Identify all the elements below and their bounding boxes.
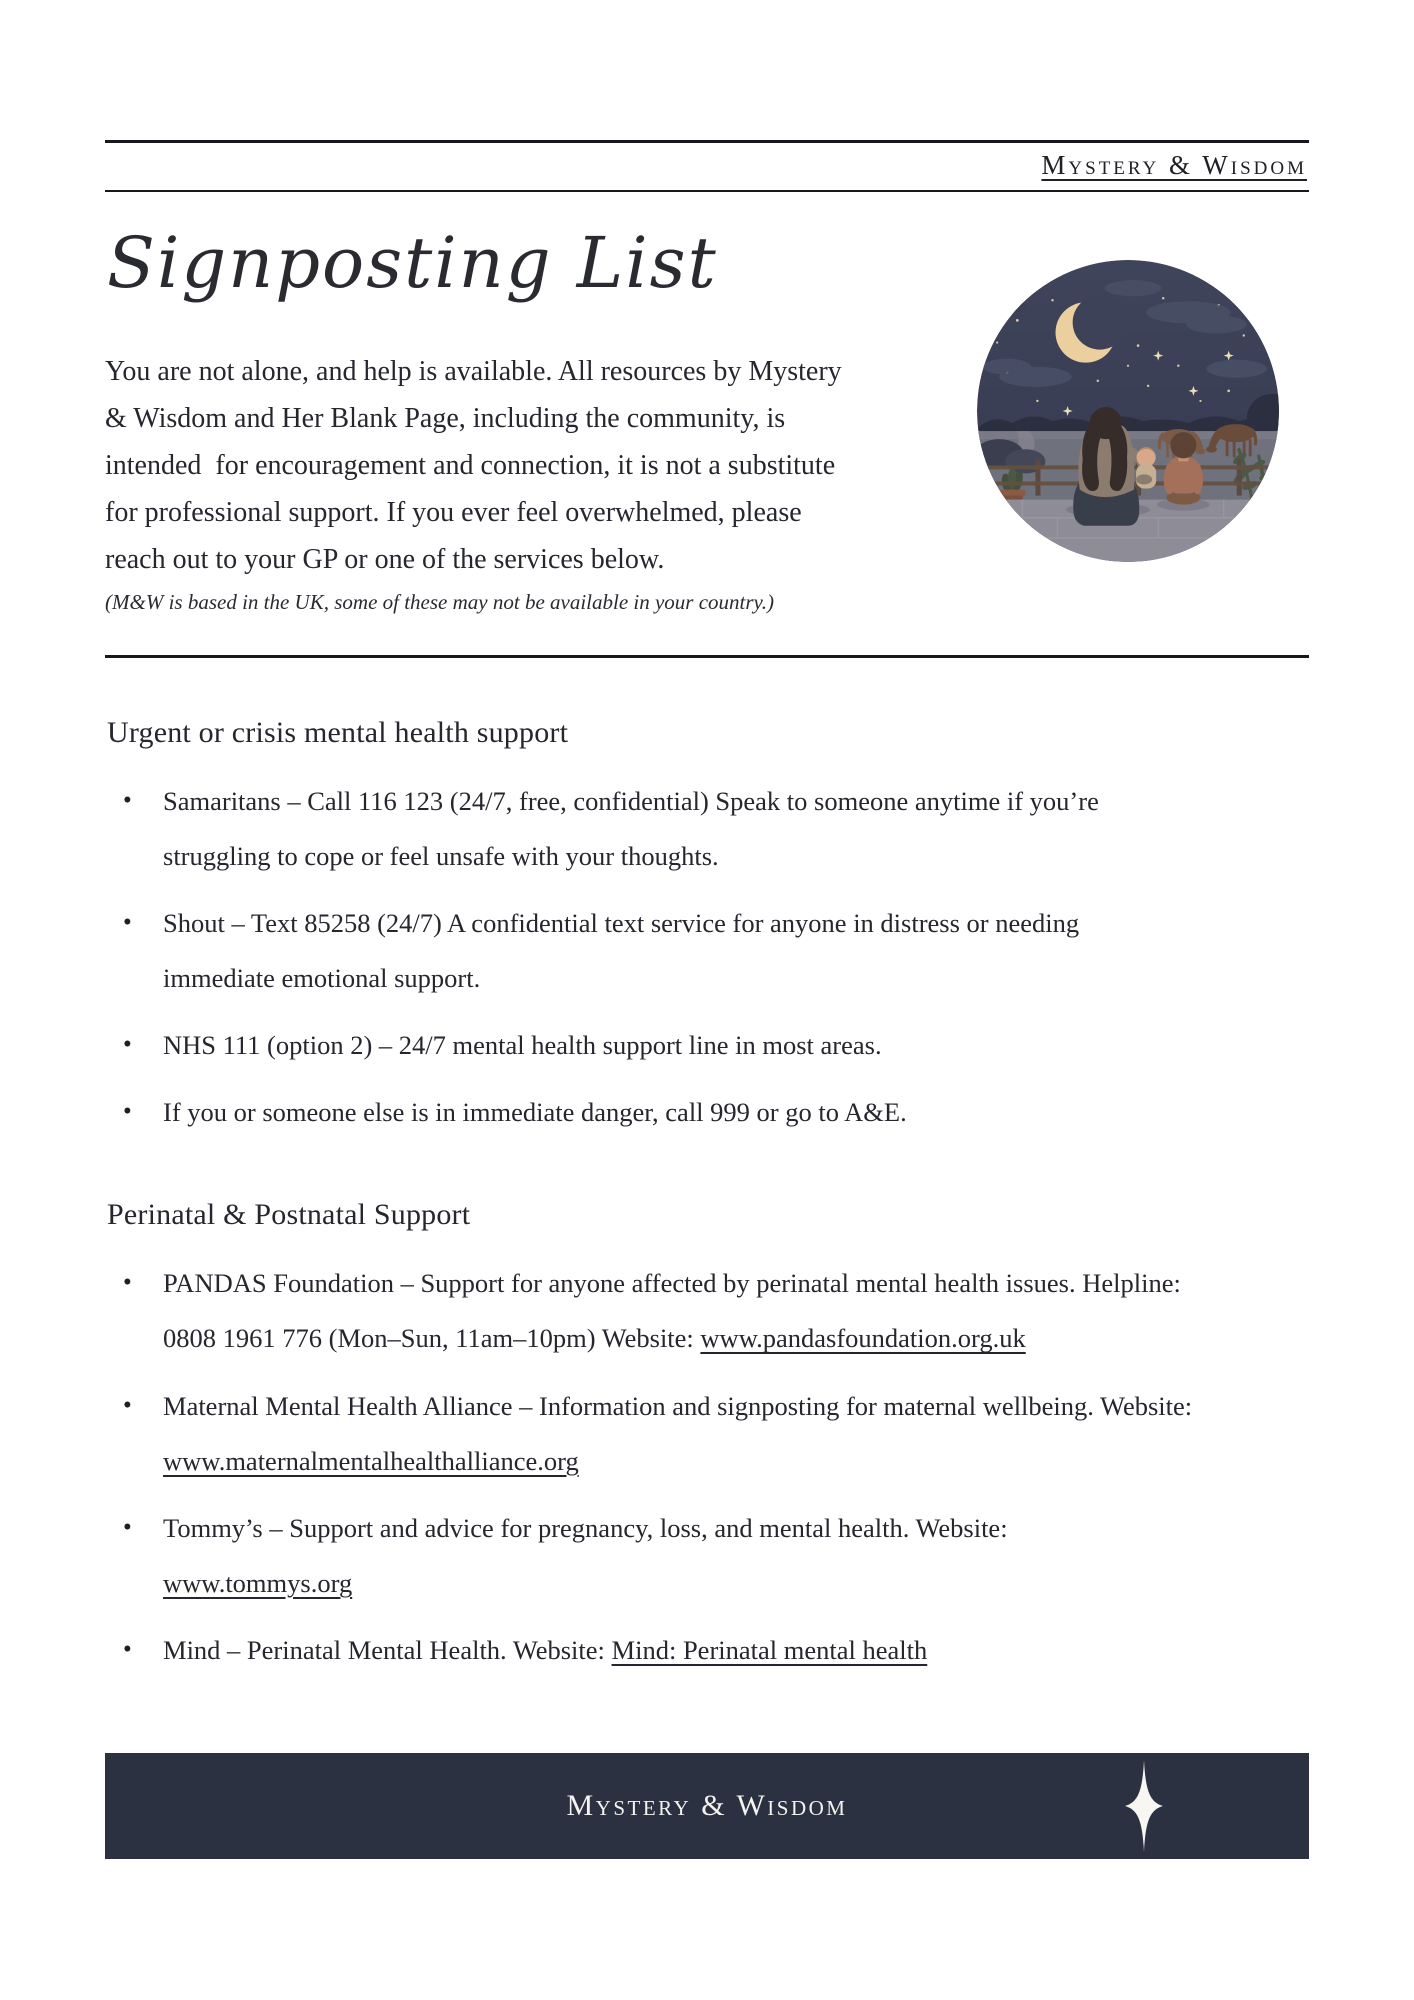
list-item [163,1501,1193,1611]
resource-link[interactable]: www.pandasfoundation.org.uk [700,1323,1026,1354]
intro-paragraph: You are not alone, and help is available. All resources by Mystery & Wisdom and Her Blank Page, including the community, is intended for encouragement and connection, it is not a substitute for professional support. If you ever feel overwhelmed, please reach out to your GP or one of the services below. [105,355,849,575]
item-text: NHS 111 (option 2) – 24/7 mental health support line in most areas. [163,1030,882,1061]
header-bottom-rule [105,190,1309,192]
bullet-list [105,1256,1309,1678]
footer-bar [105,1753,1309,1859]
item-text: Tommy’s – Support and advice for pregnancy, loss, and mental health. Website: [163,1512,1008,1543]
hero-text-column [105,202,863,615]
resource-link[interactable]: www.maternalmentalhealthalliance.org [163,1445,579,1476]
section-heading: Perinatal & Postnatal Support [107,1198,471,1232]
list-item [163,1256,1193,1366]
brand-wordmark: Mystery & Wisdom [1041,150,1307,180]
list-item [163,1623,1193,1678]
list-item [163,1379,1193,1489]
section-divider-rule [105,655,1309,658]
resource-link[interactable]: Mind: Perinatal mental health [611,1634,928,1665]
page-title: Signposting List [107,222,718,304]
sparkle-icon [1125,1760,1163,1852]
page-header [105,143,1309,190]
item-text: PANDAS Foundation – Support for anyone affected by perinatal mental health issues. Helpline: 0808 1961 776 (Mon–Sun, 11am–10pm) Website: [163,1268,1181,1354]
hero-image-column [977,202,1279,562]
item-text: Shout – Text 85258 (24/7) A confidential text service for anyone in distress or needing immediate emotional support. [163,907,1080,993]
item-text: If you or someone else is in immediate danger, call 999 or go to A&E. [163,1097,907,1128]
list-item [163,896,1193,1006]
resource-link[interactable]: www.tommys.org [163,1567,353,1598]
page-content [0,140,1414,1678]
sections [105,716,1309,1678]
list-item [163,1085,1193,1140]
item-text: Samaritans – Call 116 123 (24/7, free, confidential) Speak to someone anytime if you’re struggling to cope or feel unsafe with your thoughts. [163,785,1099,871]
support-section [105,716,1309,1141]
bullet-list [105,774,1309,1141]
night-scene-illustration-svg [977,260,1279,562]
footer-brand-wordmark: Mystery & Wisdom [566,1789,848,1822]
intro-disclaimer-note: (M&W is based in the UK, some of these may not be available in your country.) [105,589,774,614]
item-text: Maternal Mental Health Alliance – Information and signposting for maternal wellbeing. Website: [163,1390,1193,1421]
item-text: Mind – Perinatal Mental Health. Website: [163,1634,612,1665]
night-scene-illustration [977,260,1279,562]
list-item [163,1018,1193,1073]
list-item [163,774,1193,884]
hero-section [105,202,1309,615]
section-heading: Urgent or crisis mental health support [107,715,569,749]
support-section [105,1198,1309,1678]
